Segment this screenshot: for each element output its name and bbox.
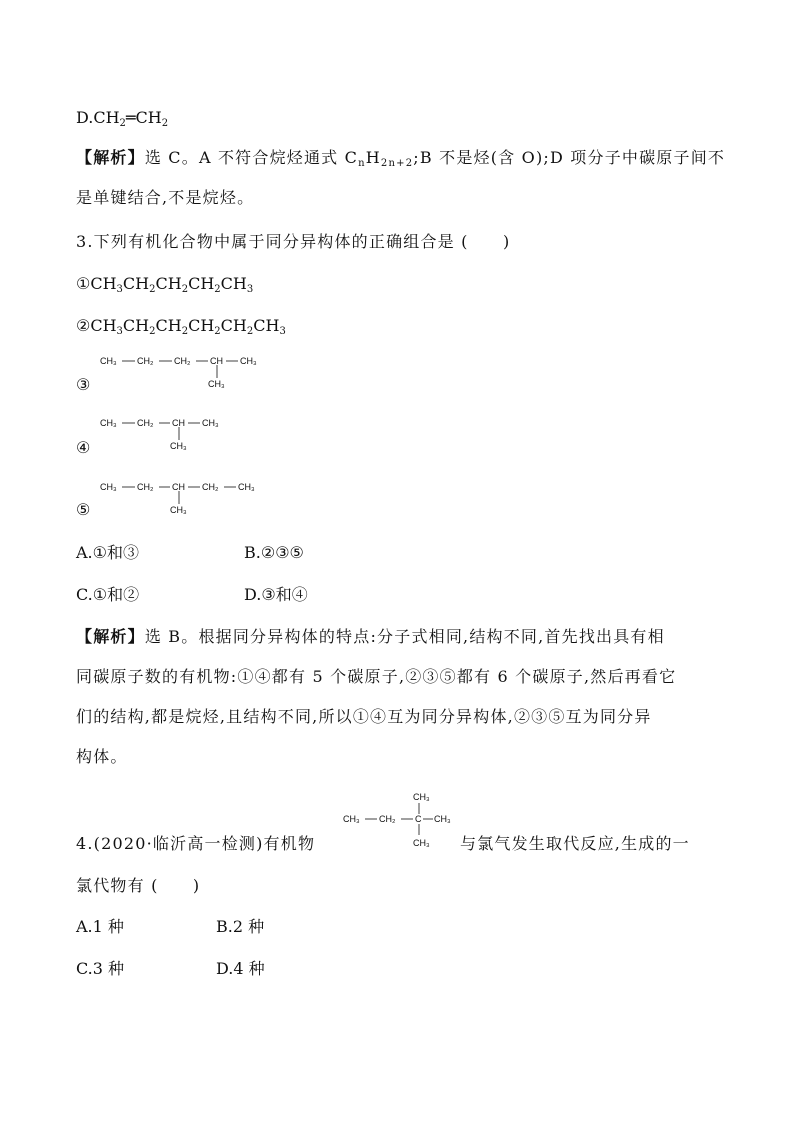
analysis-2-line-2: 是单键结合,不是烷烃。 [76,188,255,207]
s5-atom-e: CH₃ [238,482,255,492]
s3-atom-d: CH [210,356,223,366]
compound-4-structure [100,414,240,456]
q4-option-d[interactable]: D.4 种 [216,959,265,978]
q3-option-a[interactable]: A.①和③ [76,543,139,562]
s4-atom-branch: CH₃ [170,441,187,451]
q3-option-c[interactable]: C.①和② [76,585,140,604]
compound-3-structure [100,352,270,394]
s3-atom-e: CH₃ [240,356,257,366]
q3-option-b[interactable]: B.②③⑤ [244,543,304,562]
q4-atom-d: CH₃ [434,814,451,824]
compound-4-number: ④ [76,438,91,457]
q4-option-c[interactable]: C.3 种 [76,959,125,978]
q4-atom-top: CH₃ [413,792,430,802]
s5-atom-branch: CH₃ [170,505,187,515]
q4-atom-a: CH₃ [343,814,360,824]
analysis-3-line-3: 们的结构,都是烷烃,且结构不同,所以①④互为同分异构体,②③⑤互为同分异 [76,707,652,726]
analysis-3-text-1: 选 B。根据同分异构体的特点:分子式相同,结构不同,首先找出具有相 [144,627,665,646]
compound-1: $①CH_3CH_2CH_2CH_2CH_3$ [76,274,254,295]
compound-5-structure [100,478,270,520]
s5-atom-b: CH₂ [137,482,154,492]
s5-atom-c: CH [172,482,185,492]
ethylene-formula: $CH_2═CH_2$ [93,108,169,129]
s3-atom-b: CH₂ [137,356,154,366]
compound-3-number: ③ [76,375,91,394]
analysis-2-text-1: 选 C。A 不符合烷烃通式 $C_nH_{2n+2};B$ 不是烃(含 O);D 项分子中碳原子间不 [144,148,726,169]
s5-atom-d: CH₂ [202,482,219,492]
s4-atom-c: CH [172,418,185,428]
s4-atom-a: CH₃ [100,418,117,428]
question-4-stem-line-2: 氯代物有 ( ) [76,876,201,895]
analysis-3-line-2: 同碳原子数的有机物:①④都有 5 个碳原子,②③⑤都有 6 个碳原子,然后再看它 [76,667,677,686]
analysis-2-line-1 [76,148,725,168]
option-label: D. [76,108,94,127]
compound-5-number: ⑤ [76,500,91,519]
q4-option-b[interactable]: B.2 种 [216,917,265,936]
q4-atom-b: CH₂ [379,814,396,824]
compound-2: $②CH_3CH_2CH_2CH_2CH_2CH_3$ [76,316,286,337]
analysis-tag: 【解析】 [76,627,145,646]
q4-atom-bottom: CH₃ [413,838,430,848]
compound-q4-structure [343,788,463,854]
question-4-stem-part-2: 与氯气发生取代反应,生成的一 [460,834,690,853]
s3-atom-c: CH₂ [174,356,191,366]
s3-atom-branch: CH₃ [208,379,225,389]
s4-atom-b: CH₂ [137,418,154,428]
s4-atom-d: CH₃ [202,418,219,428]
q4-option-a[interactable]: A.1 种 [76,917,124,936]
q3-option-d[interactable]: D.③和④ [244,585,308,604]
question-3-stem: 3.下列有机化合物中属于同分异构体的正确组合是 ( ) [76,232,511,251]
analysis-3-line-1 [76,627,665,647]
option-d-ethylene [76,108,168,128]
question-4-stem-part-1: 4.(2020·临沂高一检测)有机物 [76,834,316,853]
q4-atom-c: C [415,814,422,824]
analysis-3-line-4: 构体。 [76,747,128,766]
s5-atom-a: CH₃ [100,482,117,492]
s3-atom-a: CH₃ [100,356,117,366]
analysis-tag: 【解析】 [76,148,145,167]
